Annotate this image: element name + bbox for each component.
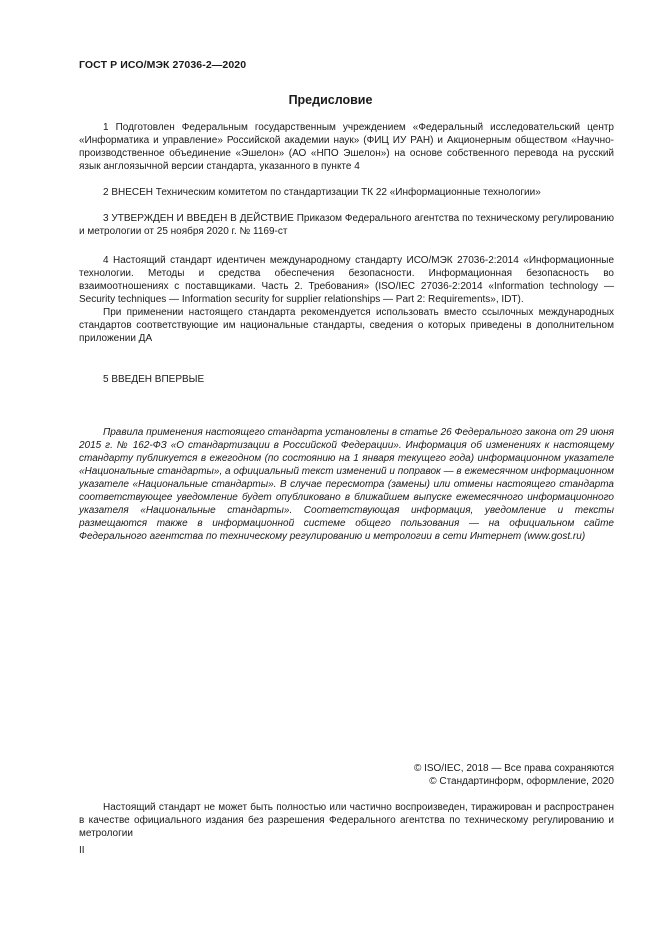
section-5-text: 5 ВВЕДЕН ВПЕРВЫЕ — [103, 374, 205, 385]
copyright-standartinform: © Стандартинформ, оформление, 2020 — [429, 776, 614, 787]
section-1-text: 1 Подготовлен Федеральным государственным учреждением «Федеральный исследовательский центр «Информатика и управление» Российской академии наук» (ФИЦ ИУ РАН) и Акционерным обществом «Научно-производственное объединение «Эшелон» (АО «НПО Эшелон») на основе собственного перевода на русский язык англоязычной версии стандарта, указанного в пункте 4 — [79, 122, 614, 172]
section-4-text: 4 Настоящий стандарт идентичен международному стандарту ИСО/МЭК 27036-2:2014 «Информационные технологии. Методы и средства обеспечения безопасности. Информационная безопасность во взаимоотношениях с поставщиками. Часть 2. Требования» (ISO/IEC 27036-2:2014 «Information technology — Security techniques — Information security for supplier relationships — Part 2: Requirements», IDT). — [79, 255, 614, 305]
section-4 — [79, 254, 614, 345]
section-2 — [79, 186, 614, 199]
page-title: Предисловие — [288, 93, 373, 107]
section-1 — [79, 121, 614, 173]
section-3 — [79, 212, 614, 238]
section-4-reference-note: При применении настоящего стандарта рекомендуется использовать вместо ссылочных международных стандартов соответствующие им национальные стандарты, сведения о которых приведены в дополнительном приложении ДА — [79, 307, 614, 344]
rules-note-text: Правила применения настоящего стандарта установлены в статье 26 Федерального закона от 29 июня 2015 г. № 162-ФЗ «О стандартизации в Российской Федерации». Информация об изменениях к настоящему стандарту публикуется в ежегодном (по состоянию на 1 января текущего года) информационном указателе «Национальные стандарты», а официальный текст изменений и поправок — в ежемесячном информационном указателе «Национальные стандарты». В случае пересмотра (замены) или отмены настоящего стандарта соответствующее уведомление будет опубликовано в ближайшем выпуске ежемесячного информационного указателя «Национальные стандарты». Соответствующая информация, уведомление и тексты размещаются также в информационной системе общего пользования — на официальном сайте Федерального агентства по техническому регулированию и метрологии в сети Интернет (www.gost.ru) — [79, 427, 614, 542]
rules-note — [79, 426, 614, 543]
copyright-iso: © ISO/IEC, 2018 — Все права сохраняются — [413, 763, 614, 774]
document-code-header: ГОСТ Р ИСО/МЭК 27036-2—2020 — [79, 59, 247, 71]
section-2-text: 2 ВНЕСЕН Техническим комитетом по стандартизации ТК 22 «Информационные технологии» — [103, 187, 541, 198]
reproduction-note-text: Настоящий стандарт не может быть полностью или частично воспроизведен, тиражирован и распространен в качестве официального издания без разрешения Федерального агентства по техническому регулированию и метрологии — [79, 802, 614, 839]
reproduction-note — [79, 801, 614, 840]
section-5 — [79, 373, 614, 386]
copyright-block — [414, 762, 614, 788]
section-3-text: 3 УТВЕРЖДЕН И ВВЕДЕН В ДЕЙСТВИЕ Приказом Федерального агентства по техническому регулированию и метрологии от 25 ноября 2020 г. № 1169-ст — [79, 213, 614, 237]
page-number: II — [79, 845, 85, 856]
